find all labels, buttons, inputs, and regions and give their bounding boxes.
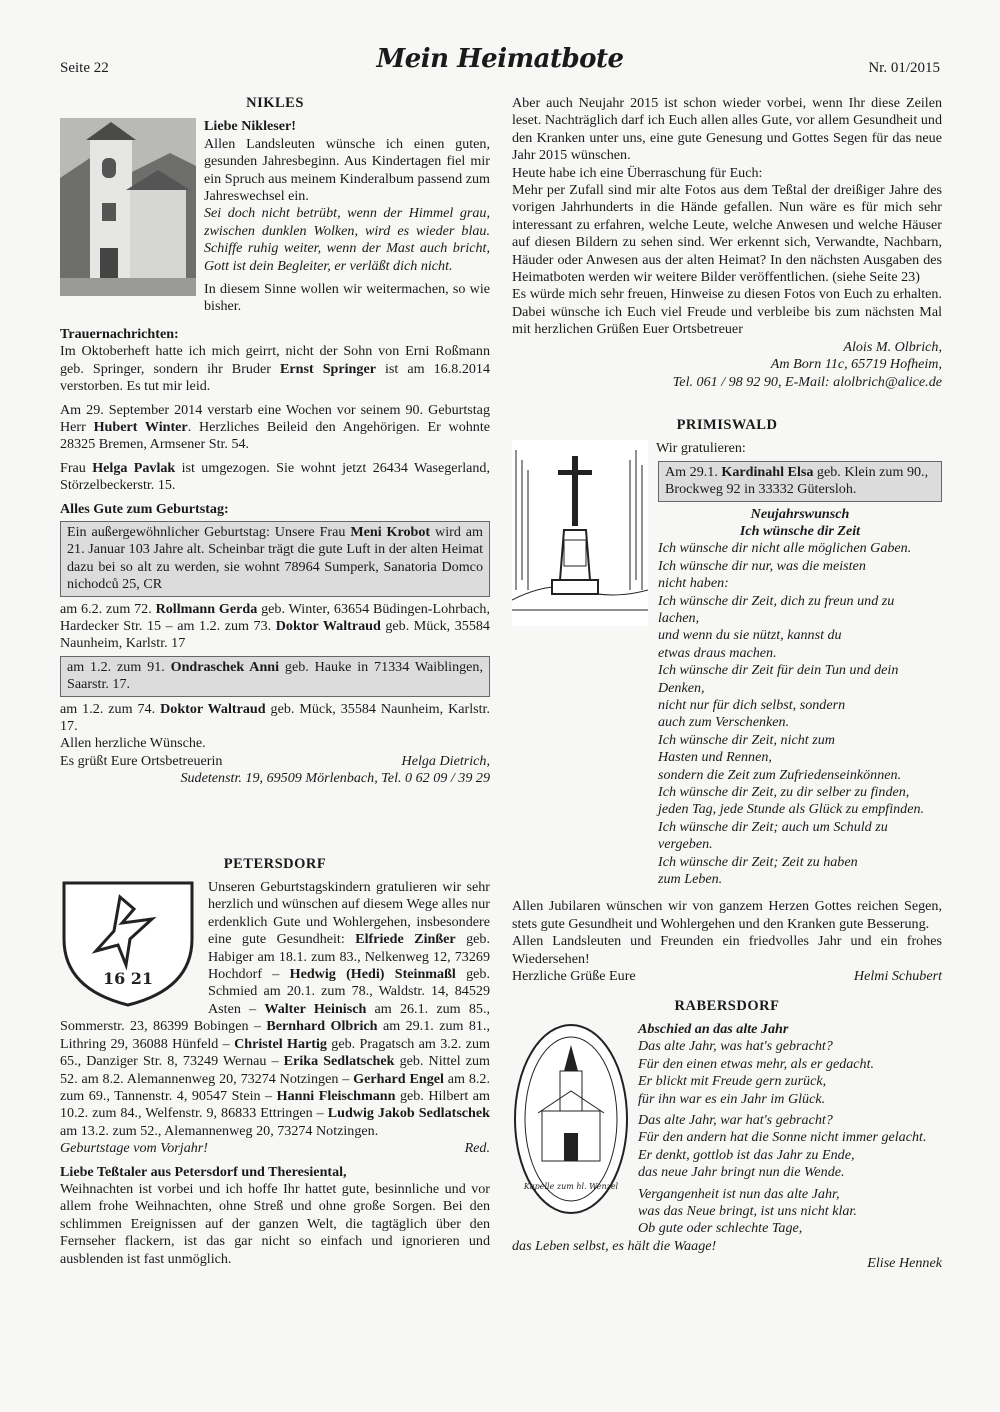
poem-line: für ihn war es ein Jahr im Glück.	[638, 1090, 826, 1107]
poem-line: Ich wünsche dir nicht alle möglichen Gaben.	[658, 540, 912, 557]
poem-line: was das Neue bringt, ist uns nicht klar.	[638, 1202, 857, 1219]
highlight-box-krobot: Ein außergewöhnlicher Geburtstag: Unsere Frau Meni Krobot wird am 21. Januar 103 Jahre alt. Scheinbar trägt die gute Luft in der alten Heimat dazu bei so alt zu werden, sie wohnt 78964 Sumperk, Sanatoria Domco nichodců 25, CR	[60, 521, 490, 597]
poem-line: nicht haben:	[658, 575, 729, 592]
primiswald-end-2: Allen Landsleuten und Freunden ein friedvolles Jahr und ein frohes Wiedersehen!	[512, 933, 942, 967]
poem-neujahrswunsch	[658, 540, 942, 888]
primiswald-end-1: Allen Jubilaren wünschen wir von ganzem Herzen Gottes reichen Segen, stets gute Gesundheit und Wohlergehen und den Kranken gute Besserung.	[512, 898, 942, 932]
section-title-primiswald: PRIMISWALD	[676, 416, 778, 433]
olbrich-address: Am Born 11c, 65719 Hofheim,	[770, 356, 942, 373]
poem-line: Er blickt mit Freude gern zurück,	[638, 1073, 827, 1090]
petersdorf-crest	[60, 879, 200, 1009]
poem-line: Ich wünsche dir Zeit, dich zu freun und zu	[658, 592, 895, 609]
nikles-poem: Sei doch nicht betrübt, wenn der Himmel grau, zwischen dunklen Wolken, wird es wieder blau. Schiffe ruhig weiter, wenn der Mast auch bricht, Gott ist dein Begleiter, er verläßt dich nicht.	[204, 205, 490, 274]
mourning-1: Im Oktoberheft hatte ich mich geirrt, nicht der Sohn von Erni Roßmann geb. Springer, sondern ihr Bruder Ernst Springer ist am 16.8.2014 verstorben. Es tut mir leid.	[60, 343, 491, 395]
poem-line: jeden Tag, jede Stunde als Glück zu empfinden.	[658, 801, 925, 818]
right-column	[512, 95, 942, 1273]
poem-line: vergeben.	[658, 836, 713, 853]
signature-dietrich: Es grüßt Eure Ortsbetreuerin Helga Dietrich,	[60, 752, 490, 769]
section-title-petersdorf: PETERSDORF	[223, 855, 327, 872]
wishes: Allen herzliche Wünsche.	[60, 735, 206, 752]
signature-schubert: Herzliche Grüße Eure Helmi Schubert	[512, 968, 942, 985]
highlight-box-kardinahl: Am 29.1. Kardinahl Elsa geb. Klein zum 90., Brockweg 92 in 33332 Gütersloh.	[658, 461, 942, 502]
poem-line: Ich wünsche dir Zeit; Zeit zu haben	[658, 853, 858, 870]
issue-number: Nr. 01/2015	[868, 60, 940, 76]
mourning-2: Am 29. September 2014 verstarb eine Wochen vor seinem 90. Geburtstag Herr Hubert Winter. Herzliches Beileid den Angehörigen. Er wohnte 28325 Bremen, Armsener Str. 54.	[60, 401, 491, 453]
right-letter-intro: Aber auch Neujahr 2015 ist schon wieder vorbei, wenn Ihr diese Zeilen leset. Nachträglich darf ich Euch allen alles Gute, vor allem Gesundheit und den Kranken unter uns, eine gute Genesung und Gottes Segen für das neue Jahr 2015 wünschen.	[512, 95, 942, 164]
right-letter-photos: Mehr per Zufall sind mir alte Fotos aus dem Teßtal der dreißiger Jahre des vorigen Jahrhunderts in die Hände gefallen. Nun wäre es für mich sehr interessant zu erfahren, welche Leute, welche Anwesen und welche Häuser auf diesen Bildern zu sehen sind. Wer erkennt sich, Verwandte, Nachbarn, Häuder oder Anwesen aus der alten Heimat? In den nächsten Ausgaben des Heimatboten werden wir weitere Bilder veröffentlichen. (siehe Seite 23)	[512, 182, 942, 286]
olbrich-name: Alois M. Olbrich,	[843, 338, 942, 355]
right-letter-surprise: Heute habe ich eine Überraschung für Euch:	[512, 164, 763, 181]
highlight-box-ondraschek: am 1.2. zum 91. Ondraschek Anni geb. Hauke in 71334 Waiblingen, Saarstr. 17.	[60, 656, 490, 697]
birthday-title: Alles Gute zum Geburtstag:	[60, 500, 229, 517]
poem-title-neujahrswunsch: Neujahrswunsch	[750, 505, 850, 522]
poem-title-abschied: Abschied an das alte Jahr	[638, 1020, 789, 1037]
poem-line: Ob gute oder schlechte Tage,	[638, 1220, 803, 1237]
petersdorf-note: Geburtstage vom Vorjahr! Red.	[60, 1140, 490, 1157]
poem-subtitle: Ich wünsche dir Zeit	[739, 522, 861, 539]
petersdorf-letter: Weihnachten ist vorbei und ich hoffe Ihr hattet gute, besinnliche und vor allem frohe Weihnachten, ohne Streß und ohne große Sorgen. Bei den schlimmen Ereignissen auf der ganzen Welt, die tagtäglich über den Fernseher flackern, ist das gar nicht so einfach und ignorieren und ausblenden ist fast unmöglich.	[60, 1180, 490, 1267]
petersdorf-letter-title: Liebe Teßtaler aus Petersdorf und Theresiental,	[60, 1163, 347, 1180]
church-tower-photo	[60, 118, 196, 296]
poem-line: das Leben selbst, es hält die Waage!	[512, 1237, 717, 1254]
poem-line: Für den andern hat die Sonne nicht immer gelacht.	[638, 1129, 927, 1146]
emblem-caption: Kapelle zum hl. Wenzel	[523, 1181, 619, 1191]
poem-line: auch zum Verschenken.	[658, 714, 790, 731]
poem-line: Hasten und Rennen,	[658, 749, 772, 766]
poem-line: Er denkt, gottlob ist das Jahr zu Ende,	[638, 1146, 855, 1163]
poem-line: Denken,	[658, 679, 705, 696]
left-column	[60, 95, 490, 1268]
poem-author: Elise Hennek	[867, 1255, 942, 1272]
chapel-emblem	[512, 1021, 630, 1217]
crest-year: 16 21	[102, 969, 154, 989]
birthday-list-2: am 1.2. zum 74. Doktor Waltraud geb. Mück, 35584 Naunheim, Karlstr. 17.	[60, 700, 490, 734]
section-title-rabersdorf: RABERSDORF	[674, 997, 780, 1014]
nikles-greeting: Liebe Nikleser!	[204, 118, 296, 135]
nikles-intro: Allen Landsleuten wünsche ich einen guten, gesunden Jahresbeginn. Aus Kindertagen fiel mir ein Spruch aus meinem Kinderalbum passend zum Jahreswechsel ein.	[204, 135, 490, 205]
moved-notice: Frau Helga Pavlak ist umgezogen. Sie wohnt jetzt 26434 Wasegerland, Störzelbeckerstr. 15.	[60, 459, 490, 494]
page-header	[60, 44, 940, 88]
newspaper-logo: Mein Heimatbote	[376, 44, 624, 74]
section-title-nikles: NIKLES	[246, 95, 304, 111]
poem-line: Ich wünsche dir Zeit für dein Tun und dein	[658, 662, 899, 679]
crest-shield	[60, 879, 196, 1009]
poem-line: Ich wünsche dir Zeit, nicht zum	[658, 731, 835, 748]
poem-line: das neue Jahr bringt nun die Wende.	[638, 1164, 845, 1181]
poem-line: nicht nur für dich selbst, sondern	[658, 697, 846, 713]
poem-line: Das alte Jahr, was hat's gebracht?	[638, 1038, 833, 1055]
primiswald-congrats: Wir gratulieren:	[656, 440, 746, 457]
nikles-closing: In diesem Sinne wollen wir weitermachen, so wie bisher.	[204, 281, 490, 315]
poem-line: Ich wünsche dir Zeit; auch um Schuld zu	[658, 818, 888, 835]
olbrich-contact: Tel. 061 / 98 92 90, E-Mail: alolbrich@alice.de	[672, 373, 942, 390]
poem-line: lachen,	[658, 609, 700, 626]
birthday-list-1: am 6.2. zum 72. Rollmann Gerda geb. Winter, 63654 Büdingen-Lohrbach, Hardecker Str. 15 – am 1.2. zum 73. Doktor Waltraud geb. Mück, 35584 Naunheim, Karlstr. 17	[60, 600, 490, 652]
poem-line: Das alte Jahr, war hat's gebracht?	[638, 1111, 833, 1128]
poem-line: und wenn du sie nützt, kannst du	[658, 627, 842, 644]
poem-line: zum Leben.	[658, 871, 723, 888]
poem-line: sondern die Zeit zum Zufriedenseinkönnen.	[658, 766, 902, 783]
petersdorf-birthdays: Unseren Geburtstagskindern gratulieren wir sehr herzlich und wünschen auf diesem Wege alles nur erdenklich Gute und Wohlergehen, insbesondere eine gute Gesundheit: Elfriede Zinßer geb. Habiger am 18.1. zum 83., Nelkenweg 12, 73269 Hochdorf – Hedwig (Hedi) Steinmaßl geb. Schmied am 20.1. zum 78., Waldstr. 14, 84529 Asten – Walter Heinisch am 26.1. zum 85., Sommerstr. 23, 86399 Bobingen – Bernhard Olbrich am 29.1. zum 81., Lithring 29, 36088 Hünfeld – Christel Hartig geb. Pragatsch am 3.2. zum 65., Danziger Str. 8, 73249 Wernau – Erika Sedlatschek geb. Nittel zum 52. am 8.2. Alemannenweg 20, 73274 Notzingen – Gerhard Engel am 8.2. zum 69., Tannenstr. 4, 90547 Stein – Hanni Fleischmann geb. Hilbert am 10.2. zum 84., Welfenstr. 9, 86833 Ettringen – Ludwig Jakob Sedlatschek am 13.2. zum 52., Alemannenweg 20, 73274 Notzingen.	[60, 879, 491, 1139]
poem-line: Für den einen etwas mehr, als er gedacht.	[638, 1055, 875, 1072]
page-number: Seite 22	[60, 60, 109, 76]
poem-line: Ich wünsche dir nur, was die meisten	[658, 557, 866, 574]
poem-line: Ich wünsche dir Zeit, zu dir selber zu finden,	[658, 784, 910, 801]
mourning-title: Trauernachrichten:	[60, 325, 179, 342]
signature-address: Sudetenstr. 19, 69509 Mörlenbach, Tel. 0 62 09 / 39 29	[180, 770, 490, 787]
wayside-cross-drawing	[512, 440, 648, 626]
poem-line: Vergangenheit ist nun das alte Jahr,	[638, 1185, 840, 1202]
poem-line: etwas draus machen.	[658, 644, 777, 661]
right-letter-closing: Es würde mich sehr freuen, Hinweise zu diesen Fotos von Euch zu erhalten. Dabei wünsche ich Euch viel Freude und verbleibe bis zum nächsten Mal mit herzlichen Grüßen Euer Ortsbetreuer	[512, 286, 942, 338]
